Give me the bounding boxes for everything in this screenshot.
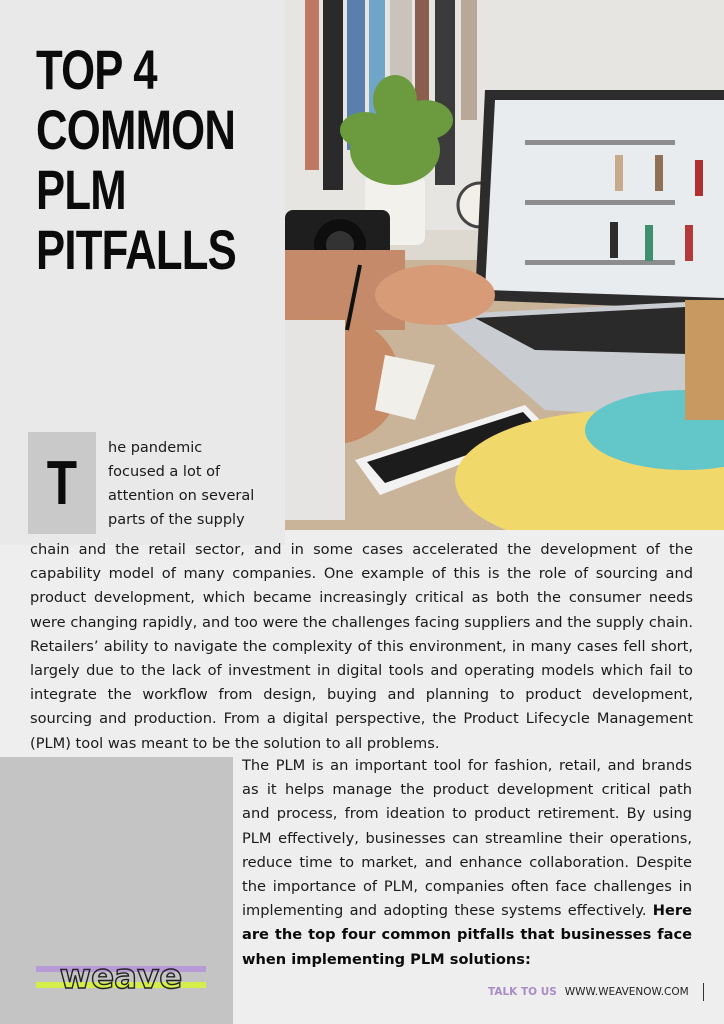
second-paragraph xyxy=(242,754,692,972)
talk-to-us-label[interactable]: TALK TO US xyxy=(488,986,557,998)
second-paragraph-bold: Here are the top four common pitfalls that businesses face when implementing PLM solutions: xyxy=(242,902,692,968)
intro-line: attention on several xyxy=(108,488,255,504)
title-line: COMMON xyxy=(36,98,236,161)
dropcap-letter: T xyxy=(46,448,78,518)
logo-text: weave xyxy=(59,960,183,996)
title-line: PLM xyxy=(36,158,126,221)
intro-line: parts of the supply xyxy=(108,512,245,528)
second-paragraph-text: The PLM is an important tool for fashion, retail, and brands as it helps manage the product development critical path and process, from ideation to product retirement. By using PLM effectively, businesses can streamline their operations, reduce time to market, and enhance collaboration. Despite the importance of PLM, companies often face challenges in implementing and adopting these systems effectively. xyxy=(242,757,692,920)
footer xyxy=(488,983,704,1001)
title-line: PITFALLS xyxy=(36,218,237,281)
laptop-workspace-illustration xyxy=(285,0,724,530)
weave-logo xyxy=(34,960,209,996)
page-title xyxy=(36,38,237,281)
intro-line: focused a lot of xyxy=(108,464,221,480)
hero-photo xyxy=(285,0,724,530)
title-line: TOP 4 xyxy=(36,38,157,101)
main-paragraph: chain and the retail sector, and in some cases accelerated the development of the capability model of many companies. One example of this is the role of sourcing and product development, which became increasingly critical as both the consumer needs were changing rapidly, and too were the challenges facing suppliers and the supply chain. Retailers’ ability to navigate the complexity of this environment, in many cases fell short, largely due to the lack of investment in digital tools and operating models which fail to integrate the workflow from design, buying and planning to product development, sourcing and production. From a digital perspective, the Product Lifecycle Management (PLM) tool was meant to be the solution to all problems. xyxy=(30,541,693,752)
intro-text xyxy=(108,436,278,532)
intro-line: he pandemic xyxy=(108,440,203,456)
footer-divider xyxy=(703,983,704,1001)
website-link[interactable]: WWW.WEAVENOW.COM xyxy=(564,986,689,998)
dropcap-box xyxy=(28,432,96,534)
